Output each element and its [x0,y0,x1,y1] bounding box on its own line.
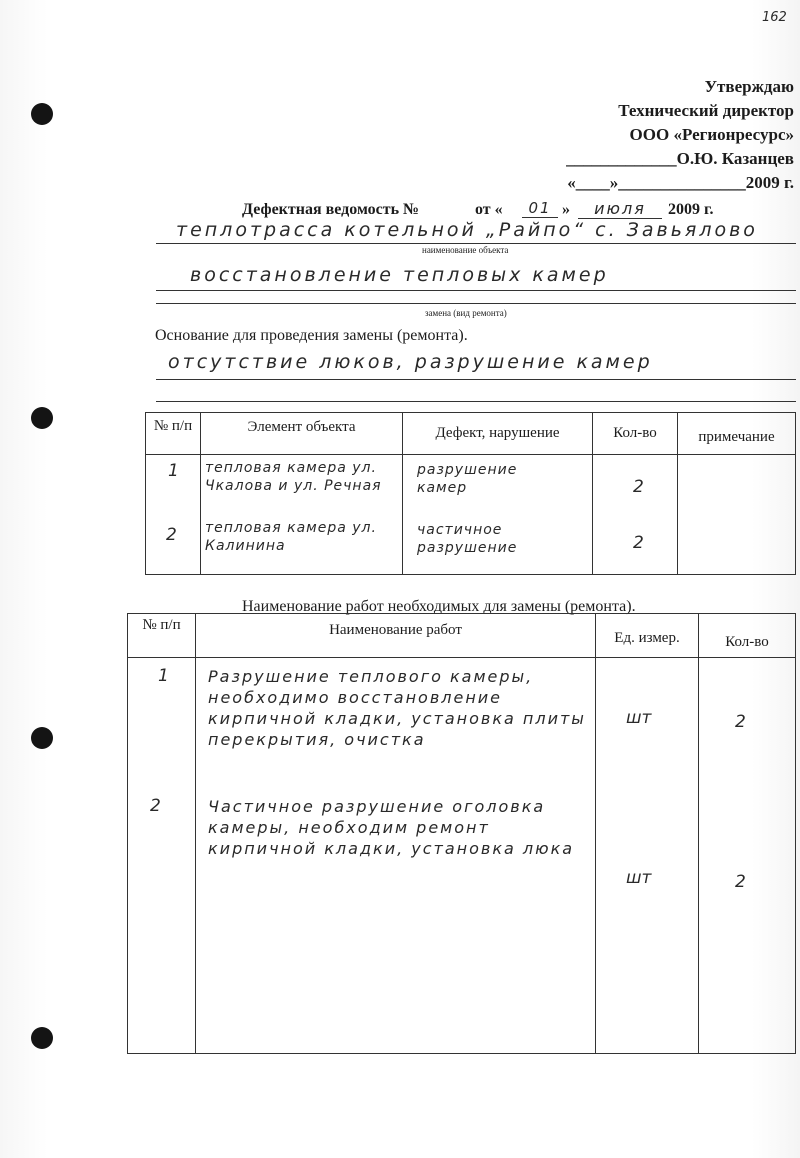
defect-row-element-2: тепловая камера ул. Калинина [205,520,377,554]
works-title: Наименование работ необходимых для замены (ремонта). [242,598,636,615]
approval-title: Утверждаю [704,77,794,96]
works-header-qty: Кол-во [699,614,796,658]
basis-label: Основание для проведения замены (ремонта). [155,327,468,344]
defects-table-body [146,455,796,575]
approval-company: ООО «Регионресурс» [629,125,794,144]
defect-row-defect-1: разрушение камер [417,462,518,496]
defect-row-qty-2: 2 [633,533,644,553]
works-header-name: Наименование работ [196,614,596,658]
binder-hole-icon [31,407,53,429]
defects-table [145,412,796,575]
work-row-name-2: Частичное разрушение оголовка камеры, необходим ремонт кирпичной кладки, установка люка [208,797,575,858]
basis-underline-1 [156,379,796,380]
binder-hole-icon [31,1027,53,1049]
defects-header-qty: Кол-во [593,413,678,455]
defect-row-defect-2: частичное разрушение [417,522,518,556]
page-number: 162 [762,10,787,25]
work-row-num-1: 1 [158,666,169,686]
object-value: теплотрасса котельной „Райпо“ с. Завьялово [176,219,758,241]
works-table-header [128,614,796,658]
approval-block [374,75,794,195]
works-table-body [128,658,796,1054]
work-row-unit-1: шт [626,708,652,728]
approval-date: «____»_______________2009 г. [567,173,794,192]
binder-hole-icon [31,103,53,125]
approval-position: Технический директор [618,101,794,120]
defects-header-element: Элемент объекта [201,413,403,455]
works-name-cell [196,658,596,1054]
defects-table-header [146,413,796,455]
works-unit-cell [596,658,699,1054]
date-day-suffix: » [562,201,570,218]
doc-month: июля [578,199,662,219]
work-row-unit-2: шт [626,868,652,888]
date-prefix: от « [475,201,503,218]
defects-num-cell [146,455,201,575]
doc-title: Дефектная ведомость № [242,201,420,218]
defect-row-element-1: тепловая камера ул. Чкалова и ул. Речная [205,460,382,494]
binder-hole-icon [31,727,53,749]
basis-underline-2 [156,401,796,402]
defects-note-cell [678,455,796,575]
defects-defect-cell [403,455,593,575]
defect-row-qty-1: 2 [633,477,644,497]
basis-value: отсутствие люков, разрушение камер [168,351,653,373]
defects-header-num: № п/п [146,413,201,455]
object-caption: наименование объекта [422,245,509,255]
defects-header-note: примечание [678,413,796,455]
replacement-value: восстановление тепловых камер [190,264,609,286]
replacement-underline-1 [156,290,796,291]
work-row-qty-1: 2 [735,712,746,732]
approval-signer: _____________О.Ю. Казанцев [566,149,794,168]
doc-year: 2009 г. [668,201,714,218]
works-header-num: № п/п [128,614,196,658]
works-qty-cell [699,658,796,1054]
works-header-unit: Ед. измер. [596,614,699,658]
replacement-underline-2 [156,303,796,304]
work-row-qty-2: 2 [735,872,746,892]
works-num-cell [128,658,196,1054]
work-row-num-2: 2 [150,796,161,816]
defect-row-num-1: 1 [168,461,179,481]
defects-header-defect: Дефект, нарушение [403,413,593,455]
defect-row-num-2: 2 [166,525,177,545]
defects-qty-cell [593,455,678,575]
object-underline [156,243,796,244]
doc-day: 01 [522,199,558,218]
replacement-caption: замена (вид ремонта) [425,308,507,318]
defects-element-cell [201,455,403,575]
work-row-name-1: Разрушение теплового камеры, необходимо восстановление кирпичной кладки, установка плиты перекрытия, очистка [208,667,586,749]
works-table [127,613,796,1054]
